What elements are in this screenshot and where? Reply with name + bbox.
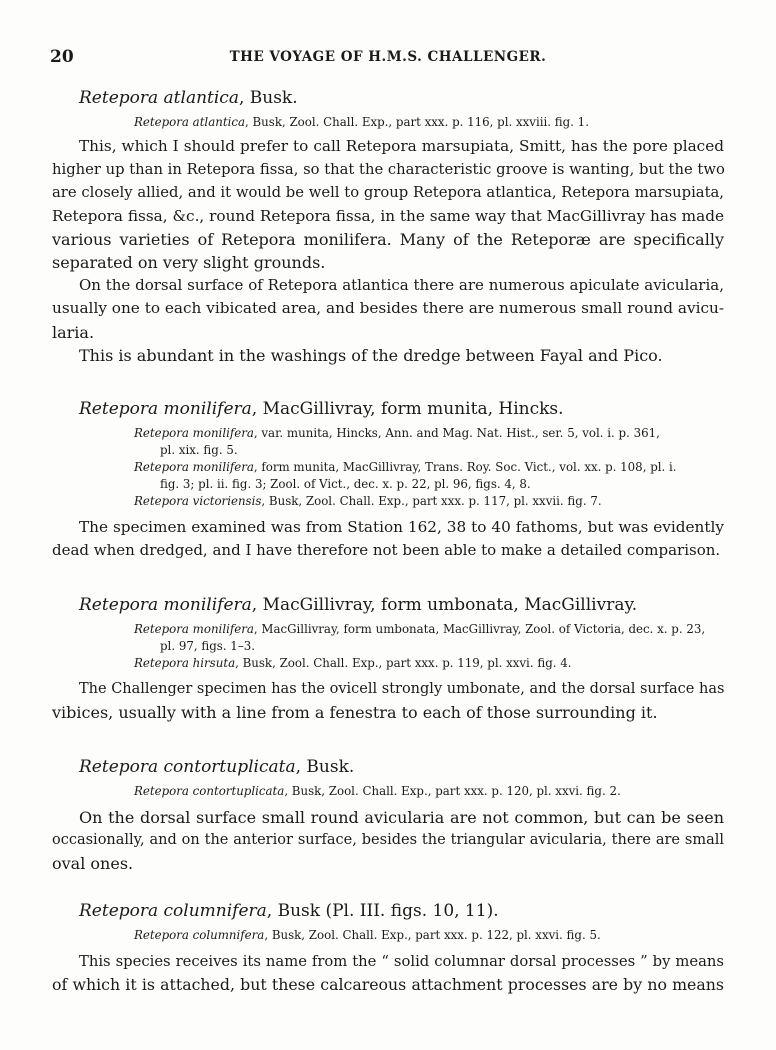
page-number: 20 <box>50 47 74 67</box>
reference-list <box>52 425 724 510</box>
reference-entry: Retepora atlantica, Busk, Zool. Chall. Exp., part xxx. p. 116, pl. xxviii. fig. 1. <box>134 115 589 129</box>
species-heading <box>52 594 724 616</box>
species-heading-rest: , Busk. <box>295 757 355 777</box>
body-paragraph: The specimen examined was from Station 162, 38 to 40 fathoms, but was evidently dead when dredged, and I have therefore not been able to make a detailed comparison. <box>52 518 724 560</box>
species-heading <box>52 87 724 109</box>
species-heading-rest: , Busk. <box>238 88 298 108</box>
species-heading <box>52 398 724 420</box>
species-heading-rest: , Busk (Pl. III. figs. 10, 11). <box>266 901 499 921</box>
species-heading-rest: , MacGillivray, form munita, Hincks. <box>251 399 564 419</box>
body-paragraph: The Challenger specimen has the ovicell strongly umbonate, and the dorsal surface has vibices, usually with a line from a fenestra to each of those surrounding it. <box>52 681 725 723</box>
species-section <box>52 756 724 876</box>
reference-list <box>52 621 724 672</box>
reference-continuation: fig. 3; pl. ii. fig. 3; Zool. of Vict., dec. x. p. 22, pl. 96, figs. 4, 8. <box>160 477 531 491</box>
species-section <box>52 900 724 996</box>
body-paragraph: On the dorsal surface small round avicularia are not common, but can be seen occasionally, and on the anterior surface, besides the triangular avicularia, there are small oval ones. <box>52 808 724 874</box>
species-heading-genus: Retepora monilifera <box>79 399 252 419</box>
reference-continuation: pl. 97, figs. 1–3. <box>160 639 255 653</box>
species-heading-genus: Retepora monilifera <box>79 595 252 615</box>
running-title: THE VOYAGE OF H.M.S. CHALLENGER. <box>229 49 547 65</box>
reference-entry: Retepora hirsuta, Busk, Zool. Chall. Exp., part xxx. p. 119, pl. xxvi. fig. 4. <box>134 656 572 670</box>
body-paragraph: This, which I should prefer to call Retepora marsupiata, Smitt, has the pore placed higher up than in Retepora fissa, so that the characteristic groove is wanting, but the two are closely allied, and it would be well to group Retepora atlantica, Retepora marsupiata, Retepora fissa, &c., round Retepora fissa, in the same way that MacGillivray has made various varieties of Retepora monilifera. Many of the Reteporæ are specifically separated on very slight grounds. <box>52 137 725 273</box>
species-section <box>52 87 724 367</box>
reference-list <box>52 783 724 800</box>
species-heading-genus: Retepora columnifera <box>79 901 267 921</box>
body-paragraph: This is abundant in the washings of the dredge between Fayal and Pico. <box>79 345 663 365</box>
body-paragraph: This species receives its name from the “ solid columnar dorsal processes ” by means of which it is attached, but these calcareous attachment processes are by no means <box>52 953 724 995</box>
species-section <box>52 398 724 562</box>
reference-entry: Retepora contortuplicata, Busk, Zool. Chall. Exp., part xxx. p. 120, pl. xxvi. fig. 2. <box>134 784 621 798</box>
species-heading-genus: Retepora contortuplicata <box>79 757 296 777</box>
reference-entry: Retepora monilifera, var. munita, Hincks, Ann. and Mag. Nat. Hist., ser. 5, vol. i. p. 361, <box>134 426 660 440</box>
reference-continuation: pl. xix. fig. 5. <box>160 443 238 457</box>
species-heading-genus: Retepora atlantica <box>79 88 239 108</box>
species-section <box>52 594 724 724</box>
reference-entry: Retepora monilifera, form munita, MacGillivray, Trans. Roy. Soc. Vict., vol. xx. p. 108, pl. i. <box>134 460 677 474</box>
page-header <box>38 47 738 69</box>
species-heading <box>52 756 724 778</box>
reference-list <box>52 927 724 944</box>
reference-entry: Retepora columnifera, Busk, Zool. Chall. Exp., part xxx. p. 122, pl. xxvi. fig. 5. <box>134 928 601 942</box>
reference-list <box>52 114 724 131</box>
reference-entry: Retepora monilifera, MacGillivray, form umbonata, MacGillivray, Zool. of Victoria, dec. x. p. 23, <box>134 622 706 636</box>
body-paragraph: On the dorsal surface of Retepora atlantica there are numerous apiculate avicularia, usually one to each vibicated area, and besides there are numerous small round avicu- laria. <box>52 276 724 342</box>
reference-entry: Retepora victoriensis, Busk, Zool. Chall. Exp., part xxx. p. 117, pl. xxvii. fig. 7. <box>134 494 602 508</box>
species-heading-rest: , MacGillivray, form umbonata, MacGillivray. <box>251 595 638 615</box>
species-heading <box>52 900 724 922</box>
